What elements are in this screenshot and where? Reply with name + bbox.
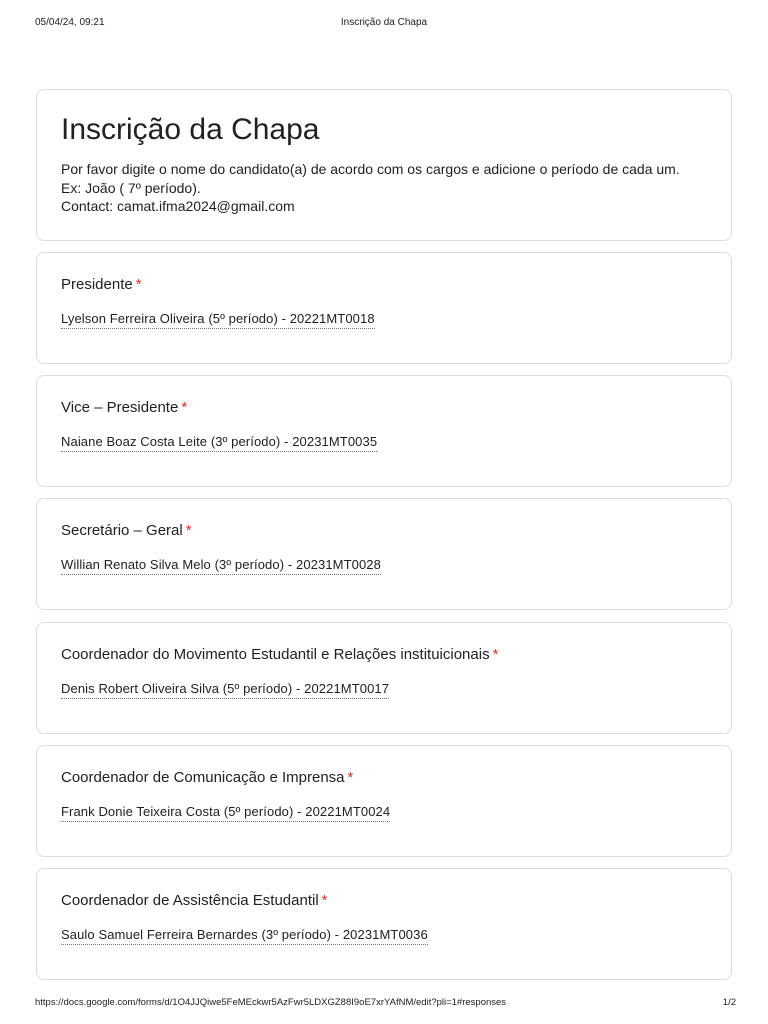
question-title: Secretário – Geral [61,522,183,539]
question-card-coordenador-movimento [36,622,732,734]
required-asterisk: * [321,892,328,909]
question-card-vice-presidente [36,375,732,487]
answer-text: Frank Donie Teixeira Costa (5º período) - 20221MT0024 [61,804,390,822]
question-card-secretario-geral [36,498,732,610]
form-description-line: Contact: camat.ifma2024@gmail.com [61,198,295,214]
question-title: Coordenador do Movimento Estudantil e Relações instituicionais [61,646,490,663]
required-asterisk: * [181,399,188,416]
question-label [61,892,328,909]
question-label [61,646,498,663]
form-description-line: Por favor digite o nome do candidato(a) de acordo com os cargos e adicione o período de cada um. [61,161,680,177]
question-card-coordenador-comunicacao [36,745,732,857]
answer-text: Denis Robert Oliveira Silva (5º período) - 20221MT0017 [61,681,389,699]
question-title: Vice – Presidente [61,399,179,416]
question-title: Presidente [61,276,133,293]
question-label [61,399,187,416]
question-label [61,522,192,539]
question-title: Coordenador de Comunicação e Imprensa [61,769,345,786]
required-asterisk: * [185,522,192,539]
answer-text: Willian Renato Silva Melo (3º período) - 20231MT0028 [61,557,381,575]
required-asterisk: * [492,646,499,663]
print-footer [35,997,736,1011]
answer-text: Lyelson Ferreira Oliveira (5º período) - 20221MT0018 [61,311,375,329]
question-card-presidente [36,252,732,364]
answer-text: Saulo Samuel Ferreira Bernardes (3º período) - 20231MT0036 [61,927,428,945]
page-url: https://docs.google.com/forms/d/1O4JJQiwe5FeMEckwr5AzFwr5LDXGZ88I9oE7xrYAfNM/edit?pli=1#responses [35,997,507,1008]
form-description [61,160,680,216]
question-card-coordenador-assistencia [36,868,732,980]
answer-text: Naiane Boaz Costa Leite (3º período) - 20231MT0035 [61,434,377,452]
page-number: 1/2 [722,997,736,1008]
question-label [61,769,353,786]
form-header-card [36,89,732,241]
required-asterisk: * [347,769,354,786]
required-asterisk: * [135,276,142,293]
form-description-line: Ex: João ( 7º período). [61,179,201,196]
question-title: Coordenador de Assistência Estudantil [61,892,319,909]
print-page-title: Inscrição da Chapa [340,17,428,28]
question-label [61,276,142,293]
print-header [35,17,733,31]
form-title: Inscrição da Chapa [61,113,320,146]
print-datetime: 05/04/24, 09:21 [35,17,105,28]
